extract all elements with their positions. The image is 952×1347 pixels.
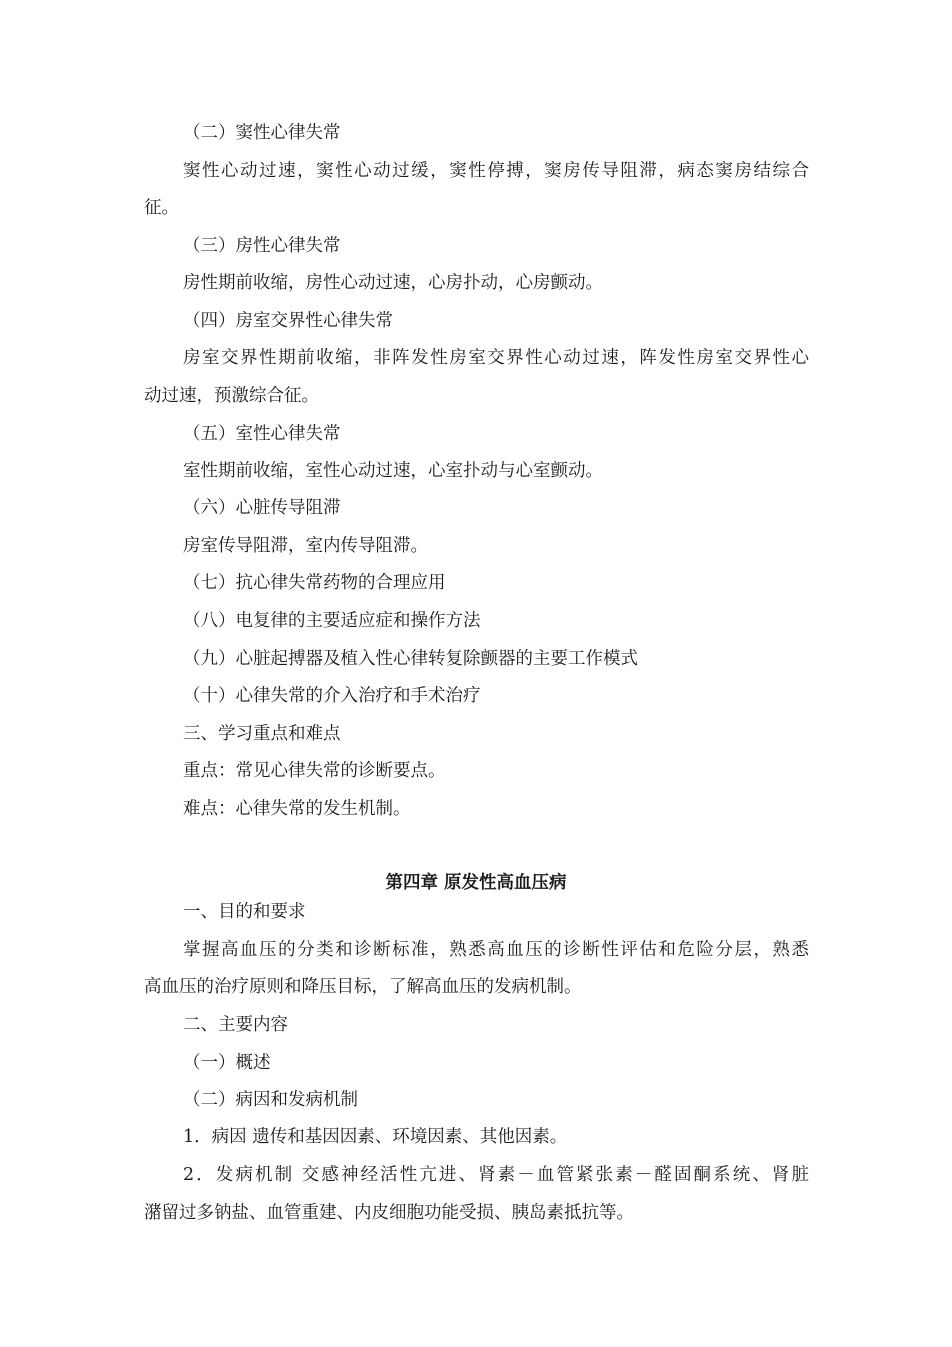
paragraph-difficult-point: 难点：心律失常的发生机制。 <box>183 799 411 819</box>
section-heading-main-content: 二、主要内容 <box>183 1015 288 1035</box>
paragraph-atrial: 房性期前收缩，房性心动过速，心房扑动，心房颤动。 <box>183 273 603 293</box>
section-heading-antiarrhythmic-drugs: （七）抗心律失常药物的合理应用 <box>183 573 446 593</box>
section-heading-sinus-arrhythmia: （二）窦性心律失常 <box>183 123 341 143</box>
section-heading-conduction-block: （六）心脏传导阻滞 <box>183 498 341 518</box>
paragraph-pathogenesis-line-1: 2．发病机制 交感神经活性亢进、肾素－血管紧张素－醛固酮系统、肾脏 <box>183 1165 809 1185</box>
paragraph-ventricular: 室性期前收缩，室性心动过速，心室扑动与心室颤动。 <box>183 461 603 481</box>
paragraph-conduction-block: 房室传导阻滞，室内传导阻滞。 <box>183 536 428 556</box>
paragraph-av-junctional-line-2: 动过速，预激综合征。 <box>144 386 319 406</box>
section-heading-pacemaker: （九）心脏起搏器及植入性心律转复除颤器的主要工作模式 <box>183 649 638 669</box>
section-heading-overview: （一）概述 <box>183 1053 271 1073</box>
section-heading-ventricular: （五）室性心律失常 <box>183 424 341 444</box>
paragraph-sinus-line-2: 征。 <box>144 198 179 218</box>
section-heading-av-junctional: （四）房室交界性心律失常 <box>183 311 393 331</box>
section-heading-etiology: （二）病因和发病机制 <box>183 1090 358 1110</box>
paragraph-av-junctional-line-1: 房室交界性期前收缩，非阵发性房室交界性心动过速，阵发性房室交界性心 <box>183 348 809 368</box>
paragraph-pathogenesis-line-2: 潴留过多钠盐、血管重建、内皮细胞功能受损、胰岛素抵抗等。 <box>144 1203 634 1223</box>
paragraph-objectives-line-1: 掌握高血压的分类和诊断标准，熟悉高血压的诊断性评估和危险分层，熟悉 <box>183 940 809 960</box>
section-heading-atrial-arrhythmia: （三）房性心律失常 <box>183 236 341 256</box>
section-heading-cardioversion: （八）电复律的主要适应症和操作方法 <box>183 611 481 631</box>
section-heading-interventional: （十）心律失常的介入治疗和手术治疗 <box>183 686 481 706</box>
section-heading-objectives: 一、目的和要求 <box>183 902 306 922</box>
paragraph-etiology: 1．病因 遗传和基因因素、环境因素、其他因素。 <box>183 1127 568 1147</box>
paragraph-objectives-line-2: 高血压的治疗原则和降压目标，了解高血压的发病机制。 <box>144 977 582 997</box>
paragraph-sinus-line-1: 窦性心动过速，窦性心动过缓，窦性停搏，窦房传导阻滞，病态窦房结综合 <box>183 161 809 181</box>
section-heading-key-points: 三、学习重点和难点 <box>183 724 341 744</box>
chapter-title: 第四章 原发性高血压病 <box>385 873 567 893</box>
paragraph-key-point: 重点：常见心律失常的诊断要点。 <box>183 761 446 781</box>
